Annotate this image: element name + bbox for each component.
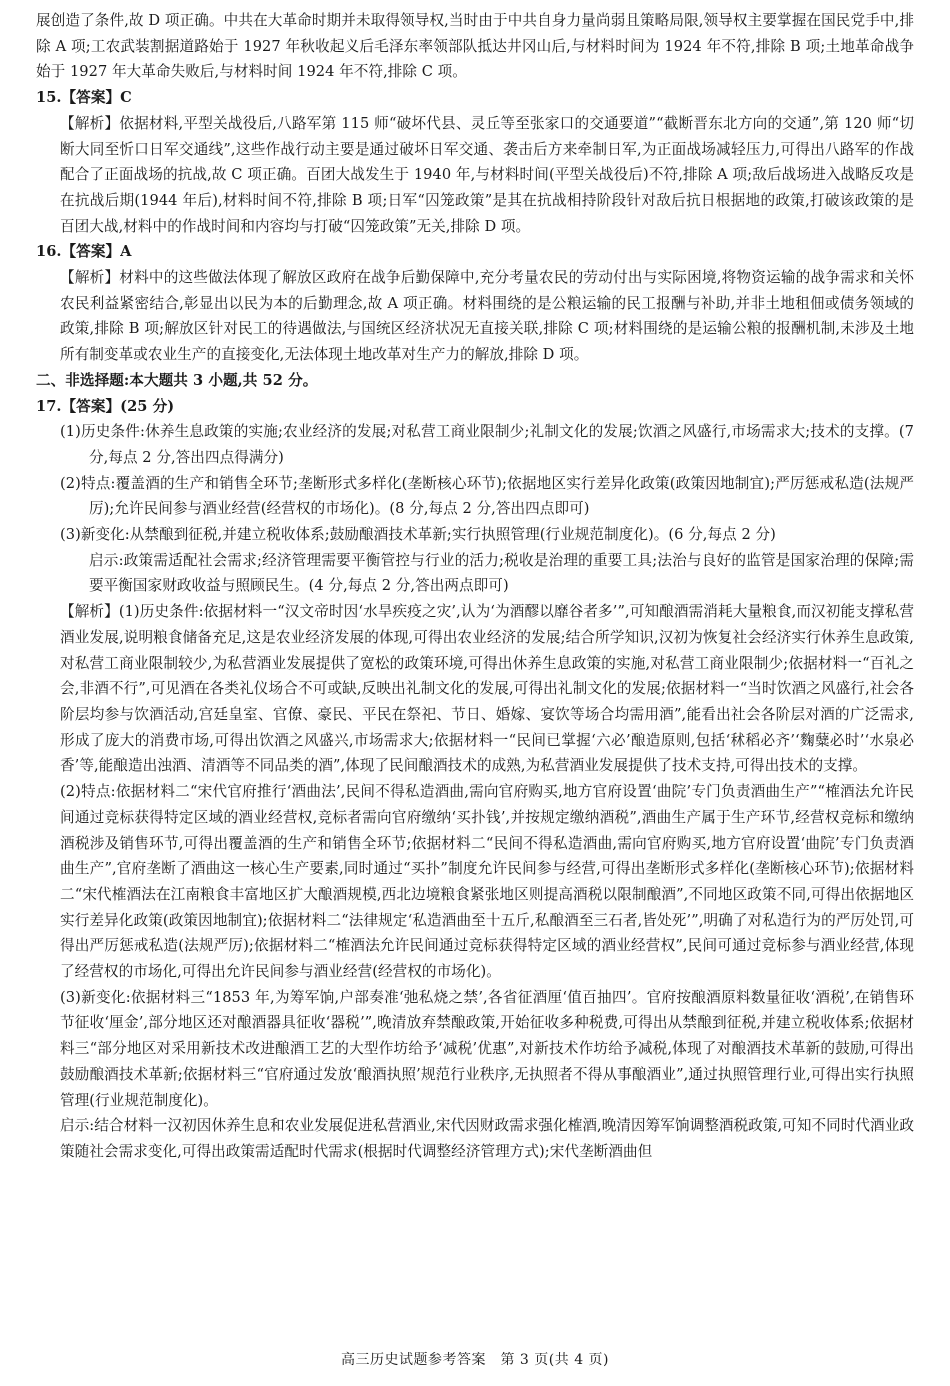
explanation-17-part-3: (3)新变化:依据材料三“1853 年,为筹军饷,户部奏准‘弛私烧之禁’,各省征酒厘‘值百抽四’。官府按酿酒原料数量征收‘酒税’,在销售环节征收‘厘金’,部分地区还对酿酒器具征收‘器税’”,晚清放弃禁酿政策,开始征收多种税费,可得出从禁酿到征税,并建立税收体系;依据材料三“部分地区对采用新技术改进酿酒工艺的大型作坊给予‘减税’优惠”,对新技术作坊给予减税,体现了对酿酒技术革新的鼓励,可得出鼓励酿酒技术革新;依据材料三“官府通过发放‘酿酒执照’规范行业秩序,无执照者不得从事酿酒业”,通过执照管理行业,可得出实行执照管理(行业规范制度化)。 (60, 988, 914, 1109)
answer-15: 15.【答案】C (36, 89, 132, 107)
explanation-17-part-1: 【解析】(1)历史条件:依据材料一“汉文帝时因‘水旱疾疫之灾’,认为‘为酒醪以靡谷者多’”,可知酿酒需消耗大量粮食,而汉初能支撑私营酒业发展,说明粮食储备充足,这是农业经济发展的体现,可得出农业经济的发展;结合所学知识,汉初为恢复社会经济实行休养生息政策,对私营工商业限制较少,为私营酒业发展提供了宽松的政策环境,可得出休养生息政策的实施,对私营工商业限制少;依据材料一“百礼之会,非酒不行”,可见酒在各类礼仪场合不可或缺,反映出礼制文化的发展,可得出礼制文化的发展;依据材料一“当时饮酒之风盛行,社会各阶层均参与饮酒活动,宫廷皇室、官僚、豪民、平民在祭祀、节日、婚嫁、宴饮等场合均需用酒”,能看出社会各阶层对酒的广泛需求,形成了庞大的消费市场,可得出饮酒之风盛兴,市场需求大;依据材料一“民间已掌握‘六必’酿造原则,包括‘秫稻必齐’‘麴糵必时’‘水泉必香’等,能酿造出浊酒、清酒等不同品类的酒”,体现了民间酿酒技术的成熟,为私营酒业发展提供了技术支持,可得出技术的支撑。 (60, 603, 914, 775)
explanation-17-insight: 启示:结合材料一汉初因休养生息和农业发展促进私营酒业,宋代因财政需求强化榷酒,晚清因筹军饷调整酒税政策,可知不同时代酒业政策随社会需求变化,可得出政策需适配时代需求(根据时代调整经济管理方式);宋代垄断酒曲但 (60, 1117, 914, 1160)
page-footer: 高三历史试题参考答案 第 3 页(共 4 页) (340, 1352, 610, 1368)
answer-17-part-3: (3)新变化:从禁酿到征税,并建立税收体系;鼓励酿酒技术革新;实行执照管理(行业规范制度化)。(6 分,每点 2 分) (60, 526, 776, 544)
explanation-16: 【解析】材料中的这些做法体现了解放区政府在战争后勤保障中,充分考量农民的劳动付出与实际困境,将物资运输的战争需求和关怀农民利益紧密结合,彰显出以民为本的后勤理念,故 A 项正确。材料围绕的是公粮运输的民工报酬与补助,并非土地租佃或债务领域的政策,排除 B 项;解放区针对民工的待遇做法,与国统区经济状况无直接关联,排除 C 项;材料围绕的是运输公粮的报酬机制,未涉及土地所有制变革或农业生产的直接变化,无法体现土地改革对生产力的解放,排除 D 项。 (60, 269, 914, 364)
answer-17-part-1: (1)历史条件:休养生息政策的实施;农业经济的发展;对私营工商业限制少;礼制文化的发展;饮酒之风盛行,市场需求大;技术的支撑。(7 分,每点 2 分,答出四点得满分) (60, 423, 914, 466)
explanation-17-part-2: (2)特点:依据材料二“宋代官府推行‘酒曲法’,民间不得私造酒曲,需向官府购买,地方官府设置‘曲院’专门负责酒曲生产”“榷酒法允许民间通过竞标获得特定区域的酒业经营权,竞标者需向官府缴纳‘买扑钱’,并按规定缴纳酒税”,酒曲生产属于生产环节,经营权竞标和缴纳酒税涉及销售环节,可得出覆盖酒的生产和销售全环节;依据材料二“民间不得私造酒曲,需向官府购买,地方官府设置‘曲院’专门负责酒曲生产”,官府垄断了酒曲这一核心生产要素,同时通过“买扑”制度允许民间参与经营,可得出垄断形式多样化(垄断核心环节);依据材料二“宋代榷酒法在江南粮食丰富地区扩大酿酒规模,西北边境粮食紧张地区则提高酒税以限制酿酒”,不同地区政策不同,可得出依据地区实行差异化政策(政策因地制宜);依据材料二“法律规定‘私造酒曲至十五斤,私酿酒至三石者,皆处死’”,明确了对私造行为的严厉处罚,可得出严厉惩戒私造(法规严厉);依据材料二“榷酒法允许民间通过竞标获得特定区域的酒业经营权”,民间可通过竞标参与酒业经营,体现了经营权的市场化,可得出允许民间参与酒业经营(经营权的市场化)。 (60, 783, 914, 981)
answer-17: 17.【答案】(25 分) (36, 397, 175, 415)
explanation-15: 【解析】依据材料,平型关战役后,八路军第 115 师“破坏代县、灵丘等至张家口的交通要道”“截断晋东北方向的交通”,第 120 师“切断大同至忻口日军交通线”,这些作战行动主要是通过破坏日军交通、袭击后方来牵制日军,为正面战场减轻压力,可得出八路军的作战配合了正面战场的抗战,故 C 项正确。百团大战发生于 1940 年,与材料时间(平型关战役后)不符,排除 A 项;敌后战场进入战略反攻是在抗战后期(1944 年后),材料时间不符,排除 B 项;日军“囚笼政策”是其在抗战相持阶段针对敌后抗日根据地的政策,打破该政策的是百团大战,材料中的作战时间和内容均与打破“囚笼政策”无关,排除 D 项。 (60, 114, 914, 235)
continuation-paragraph: 展创造了条件,故 D 项正确。中共在大革命时期并未取得领导权,当时由于中共自身力量尚弱且策略局限,领导权主要掌握在国民党手中,排除 A 项;工农武装割据道路始于 1927 年秋收起义后毛泽东率领部队抵达井冈山后,与材料时间为 1924 年不符,排除 B 项;土地革命战争始于 1927 年大革命失败后,与材料时间 1924 年不符,排除 C 项。 (36, 12, 914, 81)
section-heading: 二、非选择题:本大题共 3 小题,共 52 分。 (36, 371, 318, 389)
page-content (36, 8, 914, 1165)
answer-17-part-2: (2)特点:覆盖酒的生产和销售全环节;垄断形式多样化(垄断核心环节);依据地区实行差异化政策(政策因地制宜);严厉惩戒私造(法规严厉);允许民间参与酒业经营(经营权的市场化)。(8 分,每点 2 分,答出四点即可) (60, 474, 914, 518)
answer-17-insight: 启示:政策需适配社会需求;经济管理需要平衡管控与行业的活力;税收是治理的重要工具;法治与良好的监管是国家治理的保障;需要平衡国家财政收益与照顾民生。(4 分,每点 2 分,答出两点即可) (89, 551, 914, 595)
answer-16: 16.【答案】A (36, 243, 132, 261)
